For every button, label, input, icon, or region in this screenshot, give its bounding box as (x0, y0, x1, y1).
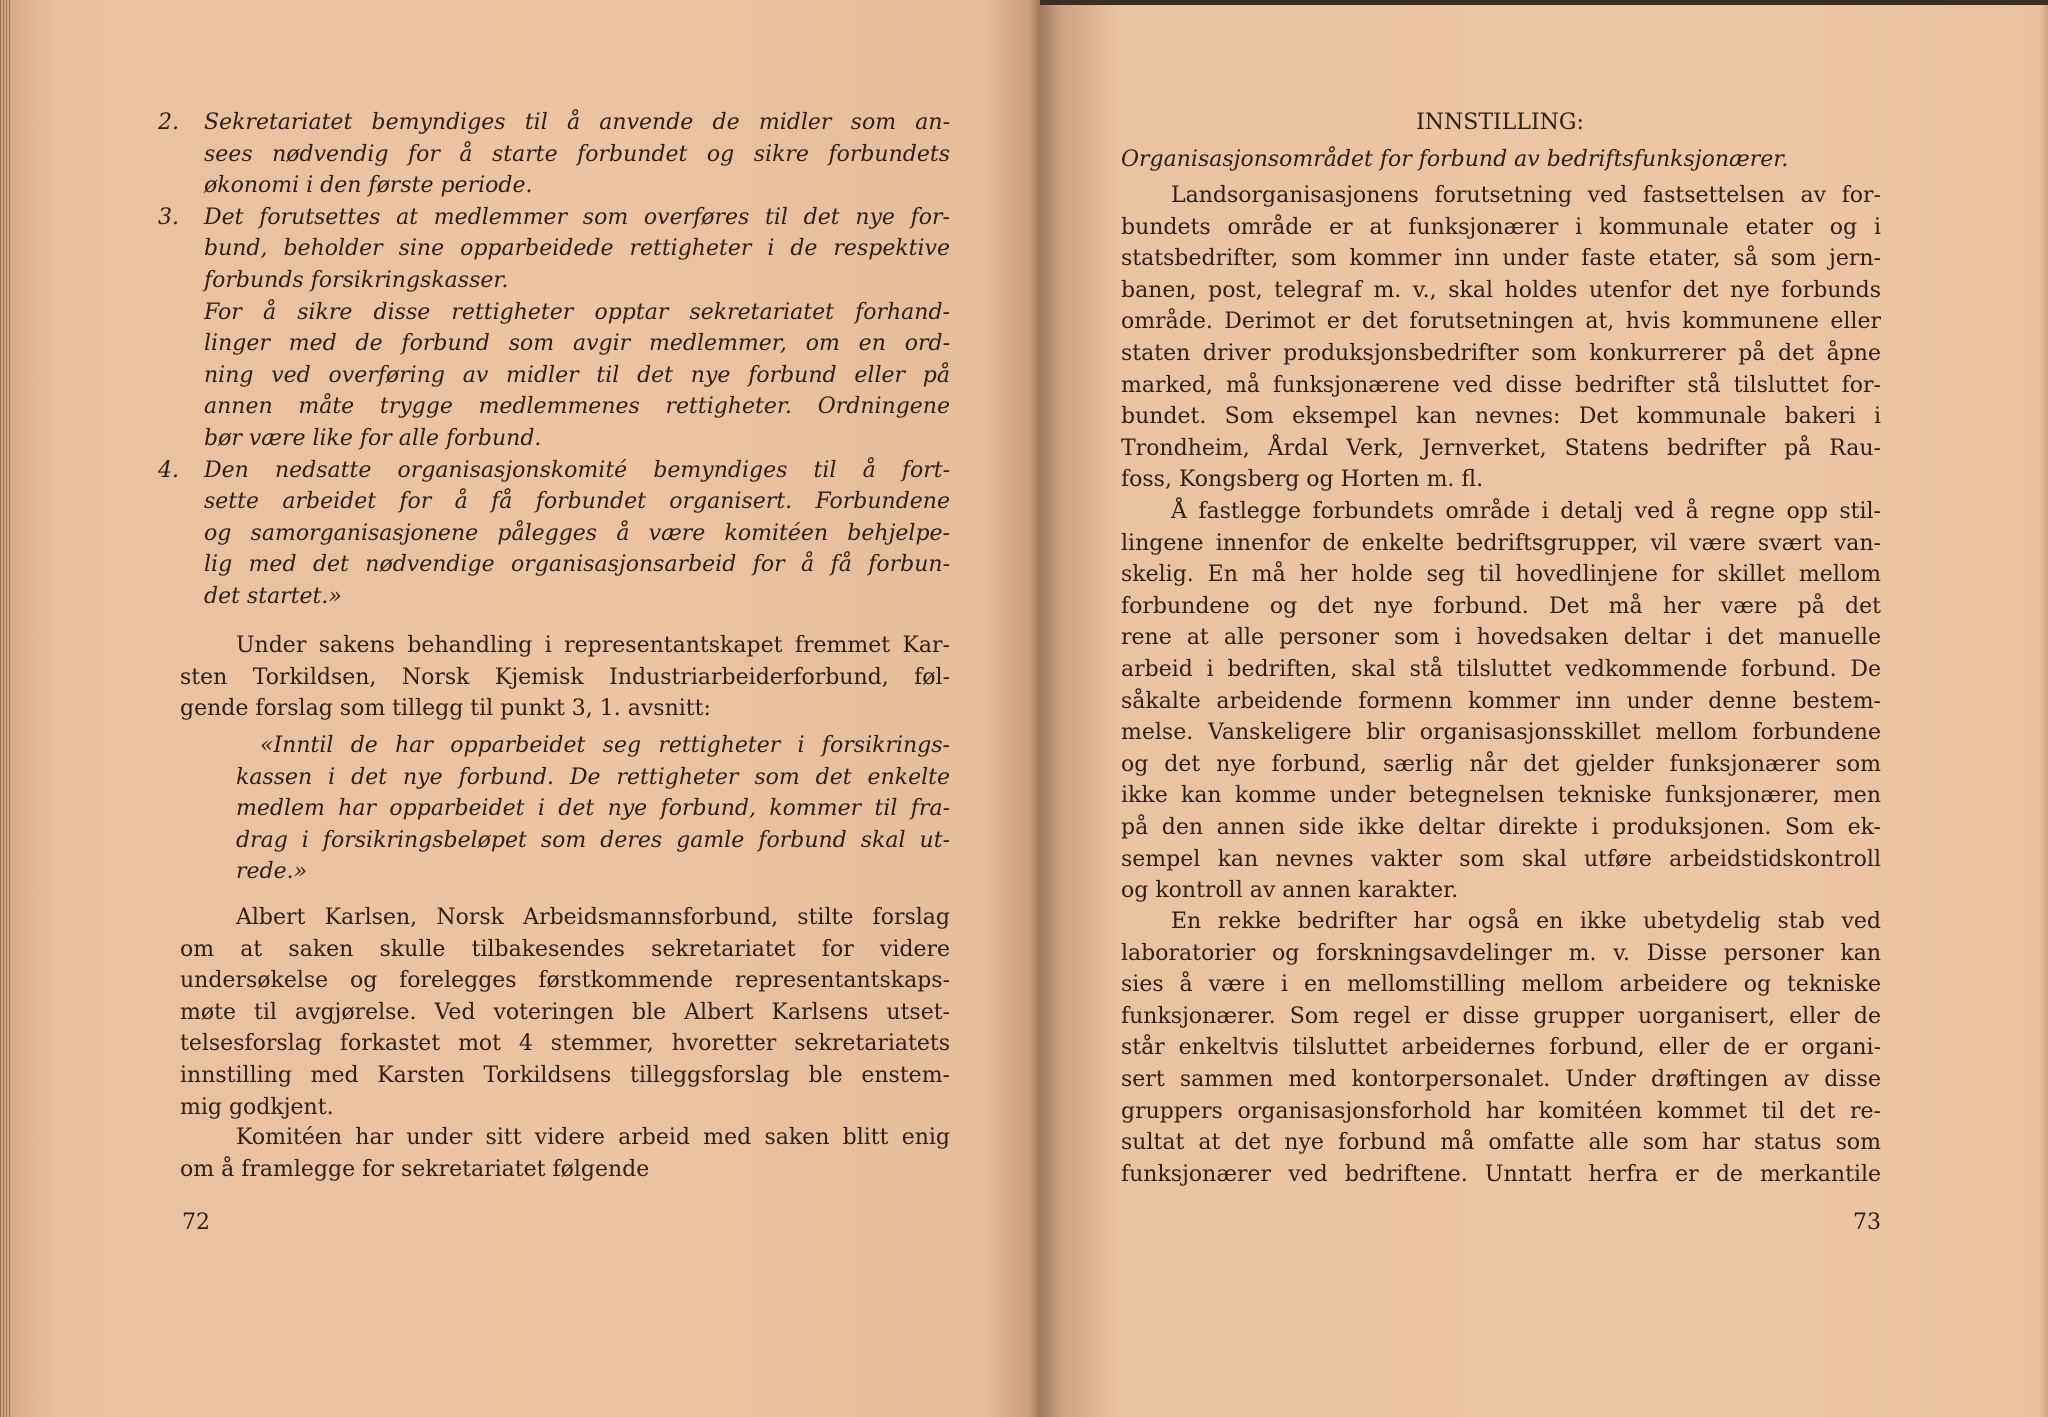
text-line: forbundene og det nye forbund. Det må her være på det (1121, 593, 1881, 619)
text-line: sempel kan nevnes vakter som skal utføre arbeidstidskontroll (1121, 846, 1881, 872)
text-line: funksjonærer ved bedriftene. Unntatt herfra er de merkantile (1121, 1161, 1881, 1187)
text-line: laboratorier og forskningsavdelinger m. v. Disse personer kan (1121, 940, 1881, 966)
text-line: og det nye forbund, særlig når det gjelder funksjonærer som (1121, 751, 1881, 777)
list-item (158, 107, 950, 202)
text-line: Å fastlegge forbundets område i detalj ved å regne opp stil- (1171, 499, 1881, 524)
paragraph-vote (180, 902, 950, 1123)
text-line: bund, beholder sine opparbeidede rettigheter i de respektive (204, 236, 950, 262)
text-line: bundet. Som eksempel kan nevnes: Det kommunale bakeri i (1121, 404, 1881, 430)
text-line: kassen i det nye forbund. De rettigheter som det enkelte (236, 764, 950, 790)
text-line: telsesforslag forkastet mot 4 stemmer, hvoretter sekretariatets (180, 1031, 950, 1057)
text-line: skelig. En må her holde seg til hovedlinjene for skillet mellom (1121, 562, 1881, 588)
list-item (158, 202, 950, 455)
text-line: melse. Vanskeligere blir organisasjonsskillet mellom forbundene (1121, 720, 1881, 746)
text-line: arbeid i bedriften, skal stå tilsluttet vedkommende forbund. De (1121, 656, 1881, 682)
page-edge (0, 0, 12, 1417)
list-marker: 4. (158, 457, 179, 483)
list-marker: 3. (158, 204, 179, 230)
text-line: sies å være i en mellomstilling mellom arbeidere og tekniske (1121, 972, 1881, 998)
text-line: foss, Kongsberg og Horten m. fl. (1121, 467, 1484, 493)
text-line: marked, må funksjonærene ved disse bedrifter stå tilsluttet for- (1121, 372, 1881, 398)
text-line: Under sakens behandling i representantskapet fremmet Kar- (236, 633, 950, 658)
text-line: medlem har opparbeidet i det nye forbund, kommer til fra- (236, 796, 950, 822)
text-line: Sekretariatet bemyndiges til å anvende de midler som an- (204, 110, 950, 135)
text-line: «Inntil de har opparbeidet seg rettigheter i forsikrings- (260, 733, 950, 758)
text-line: drag i forsikringsbeløpet som deres gamle forbund skal ut- (236, 827, 950, 853)
text-line: Det forutsettes at medlemmer som overføres til det nye for- (204, 204, 950, 230)
text-line: lig med det nødvendige organisasjonsarbeid for å få forbun- (204, 552, 950, 578)
paragraph-details (1121, 496, 1881, 907)
text-line: bundets område er at funksjonærer i kommunale etater og i (1121, 214, 1881, 240)
text-line: undersøkelse og forelegges førstkommende representantskaps- (180, 968, 950, 994)
numbered-list (158, 107, 950, 613)
text-line: banen, post, telegraf m. v., skal holdes utenfor det nye forbunds (1121, 277, 1881, 303)
text-line: sten Torkildsen, Norsk Kjemisk Industriarbeiderforbund, føl- (180, 664, 950, 690)
text-line: ikke kan komme under betegnelsen tekniske funksjonærer, men (1121, 783, 1881, 809)
text-line: annen måte trygge medlemmenes rettigheter. Ordningene (204, 394, 950, 420)
paragraph-laboratories (1121, 906, 1881, 1190)
text-line: innstilling med Karsten Torkildsens tilleggsforslag ble enstem- (180, 1062, 950, 1088)
text-line: det startet.» (204, 583, 342, 609)
section-heading: INNSTILLING: (1416, 110, 1584, 135)
text-line: på den annen side ikke deltar direkte i produksjonen. Som ek- (1121, 814, 1881, 840)
text-line: Albert Karlsen, Norsk Arbeidsmannsforbund, stilte forslag (236, 905, 950, 930)
text-line: sees nødvendig for å starte forbundet og sikre forbundets (204, 141, 950, 167)
text-line: mig godkjent. (180, 1094, 334, 1120)
text-line: sette arbeidet for å få forbundet organisert. Forbundene (204, 489, 950, 515)
text-line: område. Derimot er det forutsetningen at, hvis kommunene eller (1121, 309, 1881, 335)
text-line: gende forslag som tillegg til punkt 3, 1. avsnitt: (180, 696, 711, 722)
text-line: En rekke bedrifter har også en ikke ubetydelig stab ved (1171, 909, 1881, 934)
text-line: staten driver produksjonsbedrifter som konkurrerer på det åpne (1121, 340, 1881, 366)
paragraph-proposal (180, 630, 950, 725)
text-line: om å framlegge for sekretariatet følgende (180, 1156, 650, 1182)
text-line: rede.» (236, 859, 308, 885)
list-marker: 2. (158, 110, 179, 135)
text-line: bør være like for alle forbund. (204, 425, 542, 451)
quoted-proposal (180, 730, 950, 888)
text-line: Komitéen har under sitt videre arbeid med saken blitt enig (236, 1125, 950, 1150)
text-line: sultat at det nye forbund må omfatte alle som har status som (1121, 1130, 1881, 1156)
section-subheading: Organisasjonsområdet for forbund av bedriftsfunksjonærer. (1121, 147, 1789, 172)
scan-border (1040, 0, 2048, 5)
text-line: gruppers organisasjonsforhold har komitéen kommet til det re- (1121, 1098, 1881, 1124)
page-number-right: 73 (1853, 1210, 1881, 1235)
text-line: linger med de forbund som avgir medlemmer, om en ord- (204, 331, 950, 357)
text-line: lingene innenfor de enkelte bedriftsgrupper, vil være svært van- (1121, 530, 1881, 556)
text-line: Den nedsatte organisasjonskomité bemyndiges til å fort- (204, 457, 950, 483)
text-line: økonomi i den første periode. (204, 173, 533, 199)
list-item (158, 455, 950, 613)
text-line: står enkeltvis tilsluttet arbeidernes forbund, eller de er organi- (1121, 1035, 1881, 1061)
text-line: rene at alle personer som i hovedsaken deltar i det manuelle (1121, 625, 1881, 651)
text-line: om at saken skulle tilbakesendes sekretariatet for videre (180, 936, 950, 962)
text-line: og kontroll av annen karakter. (1121, 878, 1459, 904)
text-line: ning ved overføring av midler til det nye forbund eller på (204, 362, 950, 388)
text-line: For å sikre disse rettigheter opptar sekretariatet forhand- (204, 299, 950, 325)
text-line: og samorganisasjonene pålegges å være komitéen behjelpe- (204, 520, 950, 546)
text-line: møte til avgjørelse. Ved voteringen ble Albert Karlsens utset- (180, 999, 950, 1025)
text-line: forbunds forsikringskasser. (204, 267, 509, 293)
paragraph-committee (180, 1122, 950, 1185)
text-line: sert sammen med kontorpersonalet. Under drøftingen av disse (1121, 1066, 1881, 1092)
text-line: Trondheim, Årdal Verk, Jernverket, Statens bedrifter på Rau- (1121, 435, 1881, 461)
text-line: såkalte arbeidende formenn kommer inn under denne bestem- (1121, 688, 1881, 714)
text-line: statsbedrifter, som kommer inn under faste etater, så som jern- (1121, 246, 1881, 272)
text-line: Landsorganisasjonens forutsetning ved fastsettelsen av for- (1171, 183, 1881, 208)
paragraph-scope (1121, 180, 1881, 496)
text-line: funksjonærer. Som regel er disse grupper uorganisert, eller de (1121, 1003, 1881, 1029)
page-number-left: 72 (182, 1210, 210, 1235)
